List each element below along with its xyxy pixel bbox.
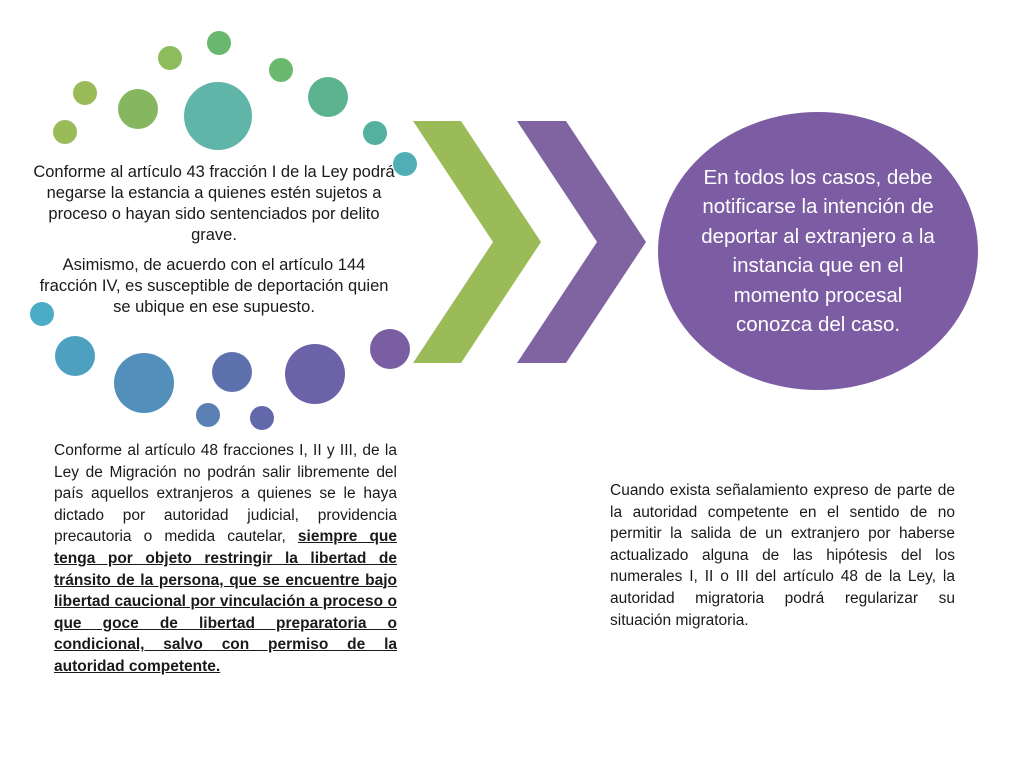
article-144-paragraph: Asimismo, de acuerdo con el artículo 144 fracción IV, es susceptible de deportación quien se ubique en ese supuesto.	[39, 256, 389, 316]
chevron-green	[413, 121, 541, 363]
oval-text: En todos los casos, debe notificarse la intención de deportar al extranjero a la instancia que en el momento procesal conozca del caso.	[701, 165, 935, 336]
left-top-text	[32, 162, 396, 327]
regularization-text: Cuando exista señalamiento expreso de parte de la autoridad competente en el sentido de no permitir la salida de un extranjero por haberse actualizado alguna de las hipótesis del los numerales I, II o III del artículo 48 de la Ley, la autoridad migratoria podrá regularizar su situación migratoria.	[610, 482, 955, 629]
article-43-paragraph: Conforme al artículo 43 fracción I de la Ley podrá negarse la estancia a quienes estén sujetos a proceso o hayan sido sentenciados por delito grave.	[33, 163, 395, 244]
article-48-text	[54, 440, 397, 678]
article-48-plain-text: Conforme al artículo 48 fracciones I, II y III, de la Ley de Migración no podrán salir libremente del país aquellos extranjeros a quienes se le haya dictado por autoridad judicial, providencia precautoria o medida cautelar,	[54, 442, 397, 546]
article-48-emphasis-text: siempre que tenga por objeto restringir la libertad de tránsito de la persona, que se encuentre bajo libertad caucional por vinculación a proceso o que goce de libertad preparatoria o condicional, salvo con permiso de la autoridad competente.	[54, 528, 398, 675]
notification-oval	[658, 112, 978, 390]
